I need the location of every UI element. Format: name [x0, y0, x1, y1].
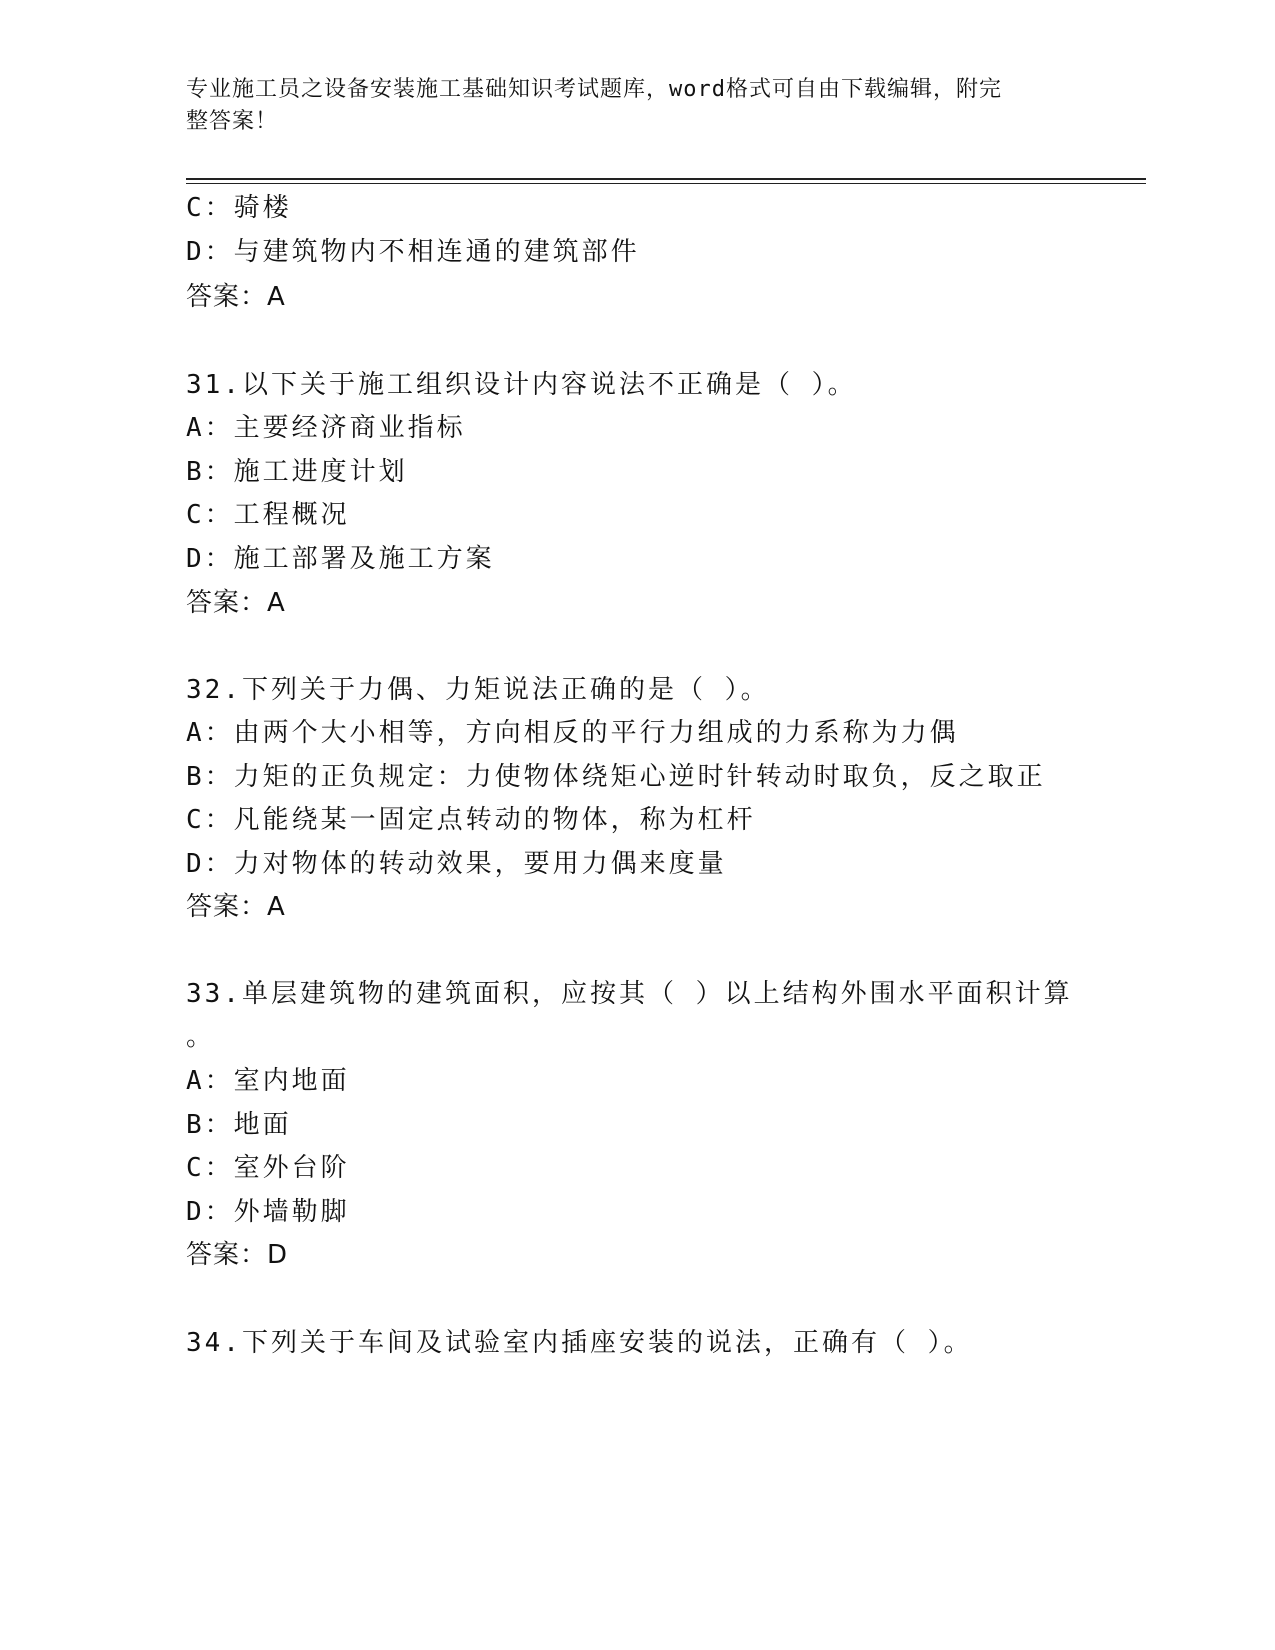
q31-option-c: C：工程概况 — [186, 500, 350, 530]
q32-option-c: C：凡能绕某一固定点转动的物体，称为杠杆 — [186, 805, 756, 835]
q33-stem-line-1: 33.单层建筑物的建筑面积，应按其（ ）以上结构外围水平面积计算 — [186, 979, 1073, 1009]
q33-answer: 答案：D — [186, 1240, 289, 1270]
q33-option-c: C：室外台阶 — [186, 1153, 350, 1183]
prev-option-d: D：与建筑物内不相连通的建筑部件 — [186, 237, 640, 267]
page-header — [186, 74, 1066, 138]
q33-option-a: A：室内地面 — [186, 1066, 350, 1096]
q32-option-b: B：力矩的正负规定：力使物体绕矩心逆时针转动时取负，反之取正 — [186, 762, 1046, 792]
q33-option-d: D：外墙勒脚 — [186, 1197, 350, 1227]
q32-option-a: A：由两个大小相等，方向相反的平行力组成的力系称为力偶 — [186, 718, 959, 748]
prev-answer: 答案：A — [186, 282, 286, 312]
q31-option-b: B：施工进度计划 — [186, 457, 408, 487]
q33-stem-line-2: 。 — [186, 1022, 216, 1052]
q33-option-b: B：地面 — [186, 1110, 292, 1140]
header-divider-thin — [186, 183, 1146, 184]
q32-answer: 答案：A — [186, 892, 286, 922]
prev-option-c: C：骑楼 — [186, 193, 292, 223]
q31-option-d: D：施工部署及施工方案 — [186, 544, 495, 574]
header-divider-thick — [186, 178, 1146, 180]
q32-option-d: D：力对物体的转动效果，要用力偶来度量 — [186, 849, 727, 879]
header-line-1: 专业施工员之设备安装施工基础知识考试题库，word格式可自由下载编辑，附完 — [186, 77, 1002, 102]
header-line-2: 整答案！ — [186, 109, 279, 134]
q34-stem: 34.下列关于车间及试验室内插座安装的说法，正确有（ ）。 — [186, 1328, 973, 1358]
q31-stem: 31.以下关于施工组织设计内容说法不正确是（ ）。 — [186, 370, 857, 400]
q31-answer: 答案：A — [186, 588, 286, 618]
q32-stem: 32.下列关于力偶、力矩说法正确的是（ ）。 — [186, 675, 770, 705]
q31-option-a: A：主要经济商业指标 — [186, 413, 466, 443]
